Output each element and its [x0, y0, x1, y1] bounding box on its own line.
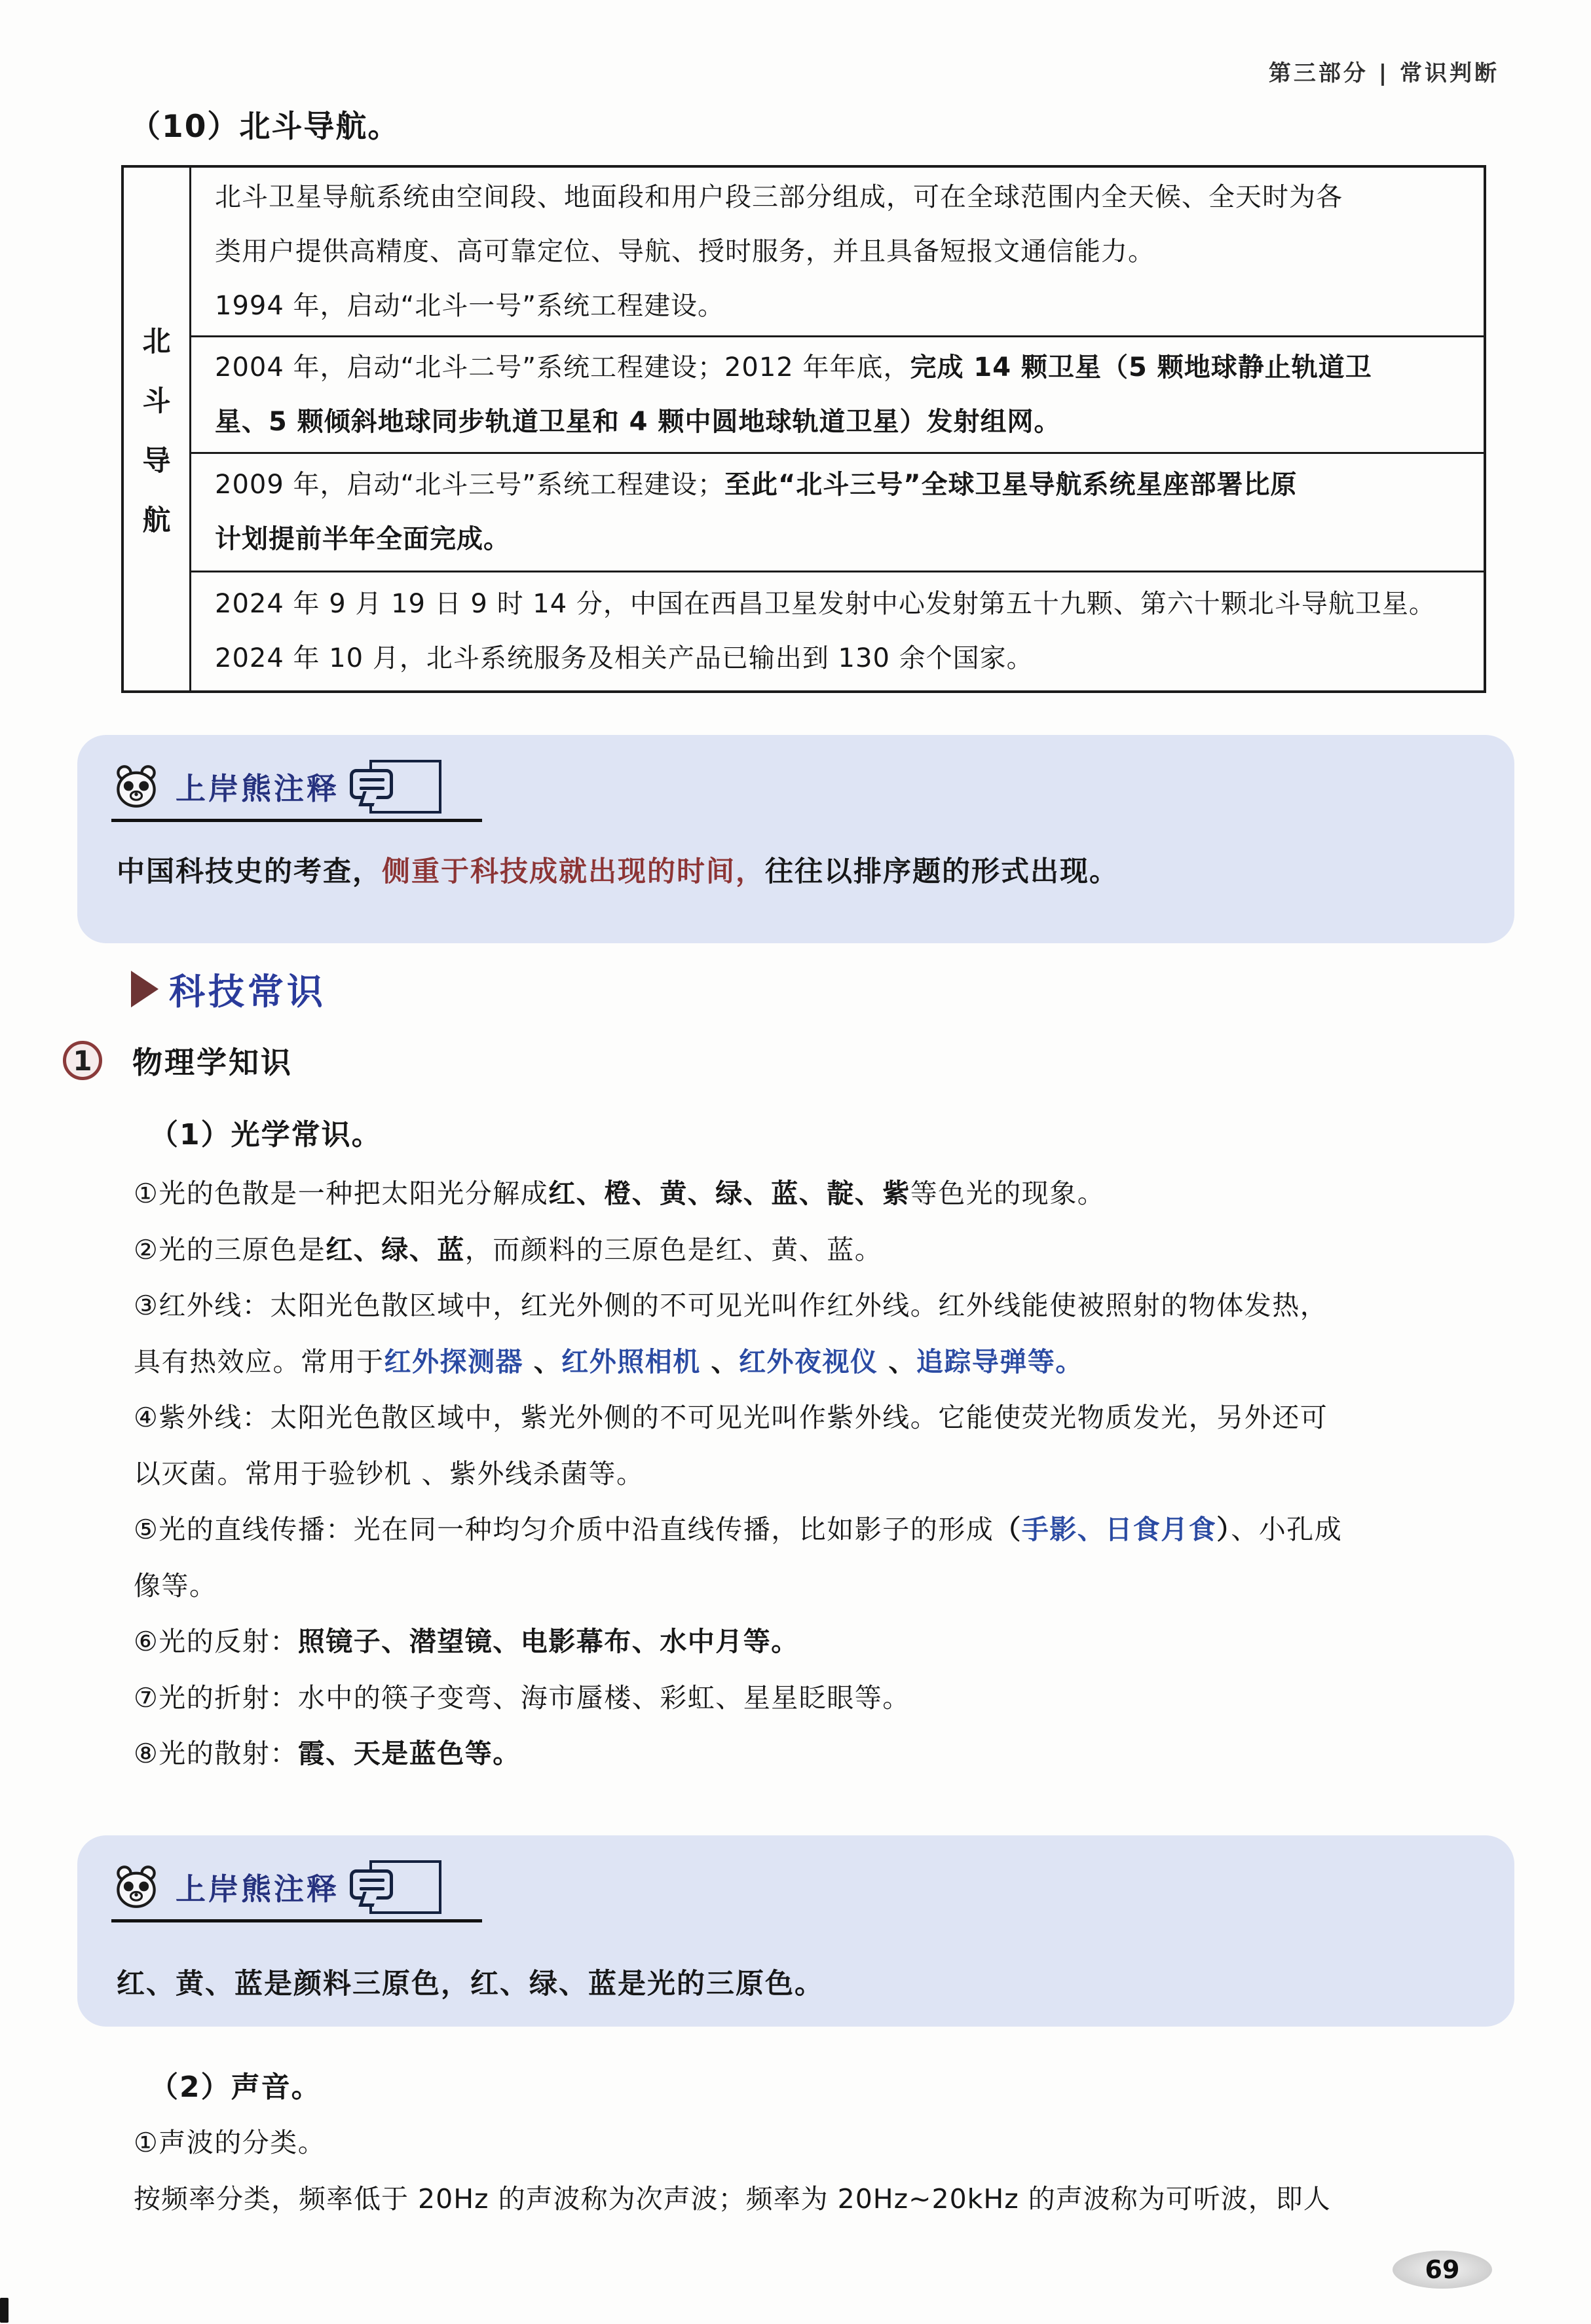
- topic-heading: （1）光学常识。: [149, 1118, 382, 1152]
- table-row-label: [124, 168, 191, 690]
- table-cell-line: 1994 年，启动“北斗一号”系统工程建设。: [215, 290, 724, 321]
- list-item-line: ③红外线：太阳光色散区域中，红光外侧的不可见光叫作红外线。红外线能使被照射的物体发热，: [134, 1290, 1328, 1321]
- optics-list: [134, 1166, 1489, 1782]
- list-item-line: 以灭菌。常用于验钞机 、紫外线杀菌等。: [134, 1457, 645, 1490]
- section-title: （10）北斗导航。: [130, 109, 400, 145]
- page-number-badge: 69: [1393, 2251, 1492, 2289]
- section-heading: [131, 963, 326, 1015]
- label-char: 斗: [142, 385, 171, 418]
- table-row: [191, 571, 1484, 690]
- label-char: 导: [142, 445, 171, 478]
- list-item-line: 像等。: [134, 1569, 217, 1602]
- subsection-label: 物理学知识: [132, 1045, 293, 1080]
- list-item-line: 具有热效应。常用于红外探测器 、红外照相机 、红外夜视仪 、追踪导弹等。: [134, 1345, 1083, 1378]
- table-cell-line: 北斗卫星导航系统由空间段、地面段和用户段三部分组成，可在全球范围内全天候、全天时为各: [215, 181, 1343, 212]
- table-cell-line: 2024 年 9 月 19 日 9 时 14 分，中国在西昌卫星发射中心发射第五十九颗、第六十颗北斗导航卫星。: [215, 589, 1436, 619]
- beidou-table: [121, 165, 1486, 693]
- list-item-line: ⑧光的散射：霞、天是蓝色等。: [134, 1738, 521, 1769]
- table-row: [191, 335, 1484, 452]
- comment-icon: [350, 769, 393, 799]
- note-text: 中国科技史的考查，侧重于科技成就出现的时间，往往以排序题的形式出现。: [117, 855, 1119, 888]
- bear-icon: [114, 764, 159, 809]
- table-cell-line: 类用户提供高精度、高可靠定位、导航、授时服务，并且具备短报文通信能力。: [215, 236, 1155, 267]
- note-header: [114, 1858, 441, 1917]
- label-char: 航: [142, 504, 171, 537]
- subsection-heading: [63, 1039, 293, 1082]
- note-box: [77, 1835, 1514, 2027]
- list-item-line: ⑦光的折射：水中的筷子变弯、海市蜃楼、彩虹、星星眨眼等。: [134, 1681, 910, 1714]
- note-brand-label: 上岸熊注释: [176, 771, 339, 806]
- section-heading-label: 科技常识: [169, 971, 327, 1013]
- table-row: [191, 168, 1484, 335]
- comment-frame: [369, 1860, 441, 1914]
- comment-frame: [369, 760, 441, 814]
- table-cell-line: 2024 年 10 月，北斗系统服务及相关产品已输出到 130 余个国家。: [215, 643, 1034, 673]
- note-text: 红、黄、蓝是颜料三原色，红、绿、蓝是光的三原色。: [117, 1968, 824, 2000]
- list-item-line: ⑤光的直线传播：光在同一种均匀介质中沿直线传播，比如影子的形成（手影、日食月食）、小孔成: [134, 1514, 1343, 1545]
- page-header: 第三部分 | 常识判断: [1268, 60, 1499, 86]
- print-artifact-mark: [0, 2298, 9, 2323]
- list-item-line: ②光的三原色是红、绿、蓝，而颜料的三原色是红、黄、蓝。: [134, 1233, 883, 1265]
- note-brand-label: 上岸熊注释: [176, 1871, 339, 1907]
- list-item-line: ④紫外线：太阳光色散区域中，紫光外侧的不可见光叫作紫外线。它能使荧光物质发光，另外还可: [134, 1402, 1328, 1433]
- note-underline: [111, 819, 482, 822]
- table-row: [191, 452, 1484, 571]
- sound-body-line: 按频率分类，频率低于 20Hz 的声波称为次声波；频率为 20Hz~20kHz 的声波称为可听波，即人: [134, 2183, 1331, 2215]
- table-cell-line: 2004 年，启动“北斗二号”系统工程建设；2012 年年底，完成 14 颗卫星（5 颗地球静止轨道卫: [215, 352, 1372, 383]
- note-box: [77, 735, 1514, 943]
- table-cell-line: 星、5 颗倾斜地球同步轨道卫星和 4 颗中圆地球轨道卫星）发射组网。: [215, 406, 1061, 437]
- bear-icon: [114, 1865, 159, 1909]
- topic-heading: （2）声音。: [149, 2071, 322, 2104]
- list-item-line: ①光的色散是一种把太阳光分解成红、橙、黄、绿、蓝、靛、紫等色光的现象。: [134, 1178, 1106, 1209]
- label-char: 北: [142, 326, 171, 358]
- table-rows: [191, 168, 1484, 690]
- triangle-icon: [131, 971, 159, 1007]
- table-cell-line: 计划提前半年全面完成。: [215, 524, 510, 554]
- circled-number-icon: 1: [63, 1041, 102, 1080]
- comment-icon: [350, 1869, 393, 1900]
- list-item-line: ⑥光的反射：照镜子、潜望镜、电影幕布、水中月等。: [134, 1626, 799, 1657]
- note-underline: [111, 1919, 482, 1922]
- table-cell-line: 2009 年，启动“北斗三号”系统工程建设；至此“北斗三号”全球卫星导航系统星座部署比原: [215, 470, 1298, 500]
- sound-item-line: ①声波的分类。: [134, 2127, 326, 2158]
- note-header: [114, 757, 441, 816]
